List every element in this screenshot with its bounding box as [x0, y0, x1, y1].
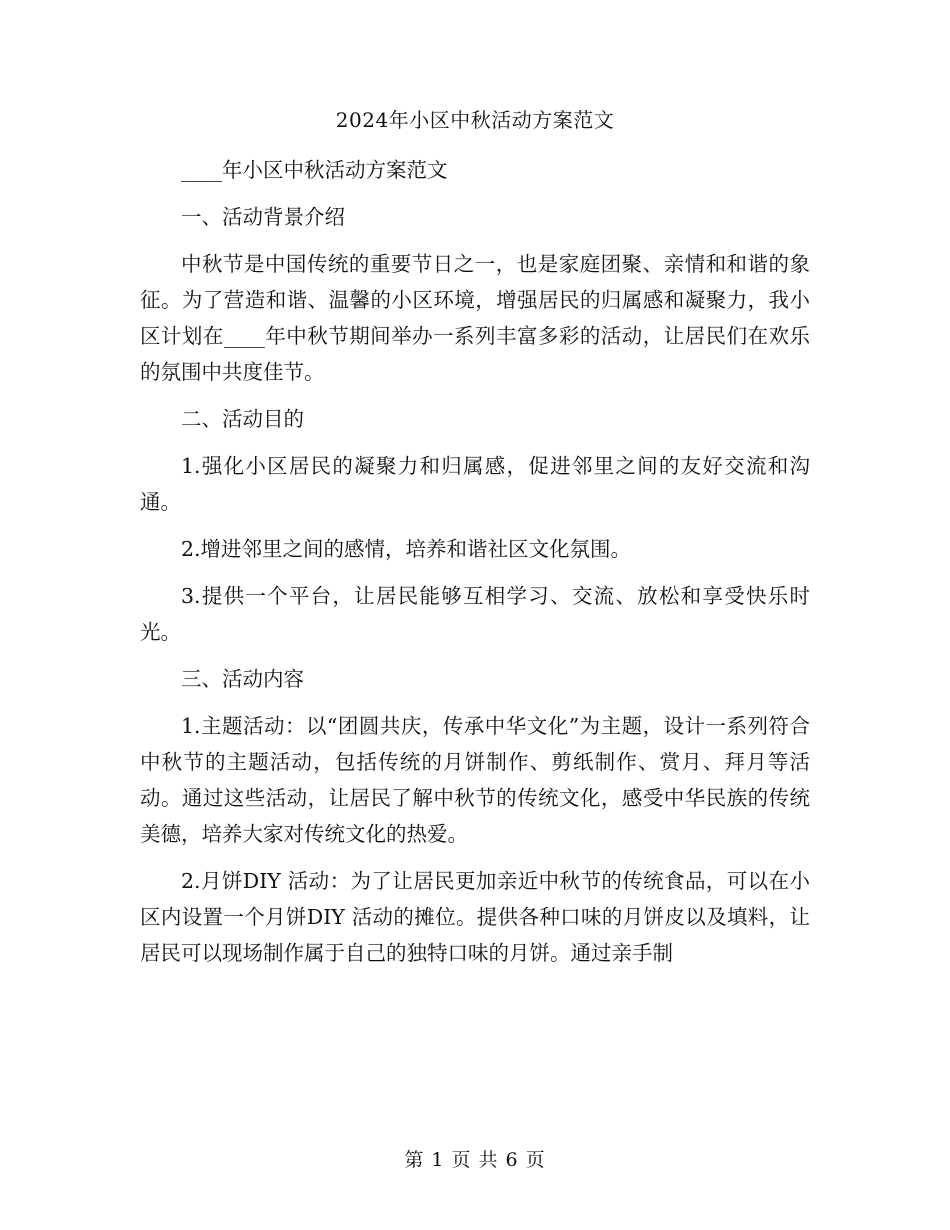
- section-heading-content: 三、活动内容: [181, 667, 304, 691]
- document-title: 2024年小区中秋活动方案范文: [335, 108, 615, 132]
- purpose-item-1: 1.强化小区居民的凝聚力和归属感，促进邻里之间的友好交流和沟通。: [140, 454, 810, 514]
- purpose-item-2: 2.增进邻里之间的感情，培养和谐社区文化氛围。: [181, 537, 632, 561]
- content-item-1: 1.主题活动：以“团圆共庆，传承中华文化”为主题，设计一系列符合中秋节的主题活动，包括传统的月饼制作、剪纸制作、赏月、拜月等活动。通过这些活动，让居民了解中秋节的传统文化，感受中华民族的传统美德，培养大家对传统文化的热爱。: [140, 714, 810, 846]
- document-body: [140, 152, 810, 982]
- page-number: 第 1 页 共 6 页: [404, 1149, 546, 1171]
- content-item-2: 2.月饼DIY 活动：为了让居民更加亲近中秋节的传统食品，可以在小区内设置一个月饼DIY 活动的摊位。提供各种口味的月饼皮以及填料，让居民可以现场制作属于自己的独特口味的月饼。通过亲手制: [140, 869, 810, 965]
- section-heading-background: 一、活动背景介绍: [181, 205, 345, 229]
- purpose-item-3: 3.提供一个平台，让居民能够互相学习、交流、放松和享受快乐时光。: [140, 584, 810, 644]
- subtitle-paragraph: ____年小区中秋活动方案范文: [181, 158, 448, 182]
- background-paragraph: 中秋节是中国传统的重要节日之一，也是家庭团聚、亲情和和谐的象征。为了营造和谐、温馨的小区环境，增强居民的归属感和凝聚力，我小区计划在____年中秋节期间举办一系列丰富多彩的活动，让居民们在欢乐的氛围中共度佳节。: [140, 252, 810, 384]
- section-heading-purpose: 二、活动目的: [181, 407, 304, 431]
